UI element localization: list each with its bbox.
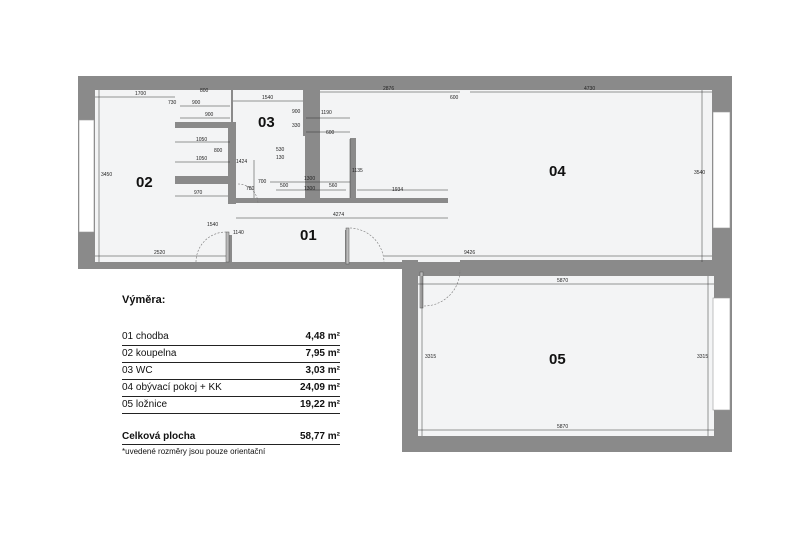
dimension-text: 1934	[392, 187, 404, 193]
area-legend	[122, 294, 340, 456]
dimension-text: 530	[276, 147, 285, 153]
interior-wall	[303, 76, 319, 136]
interior-wall	[175, 122, 233, 128]
window	[713, 298, 730, 410]
dimension-text: 1190	[321, 110, 332, 116]
room-label-02: 02	[136, 174, 153, 191]
dimension-text: 1540	[262, 95, 274, 101]
legend-total-value: 58,77 m²	[299, 431, 340, 442]
interior-wall	[228, 122, 236, 204]
legend-title: Výměra:	[122, 294, 166, 306]
window	[713, 112, 730, 228]
door-leaf	[346, 228, 349, 264]
dimension-text: 3450	[101, 172, 113, 178]
legend-row	[122, 381, 340, 397]
interior-wall	[402, 260, 418, 276]
dimension-text: 1540	[207, 222, 219, 228]
legend-room-area: 7,95 m²	[305, 348, 340, 359]
dimension-text: 730	[168, 100, 177, 106]
legend-room-name: 04 obývací pokoj + KK	[122, 382, 222, 393]
legend-room-name: 01 chodba	[122, 331, 169, 342]
dimension-text: 1700	[135, 91, 147, 97]
dimension-text: 9426	[464, 250, 476, 256]
dimension-text: 1135	[352, 168, 363, 174]
room-label-05: 05	[549, 351, 566, 368]
dimension-text: 5870	[557, 278, 569, 284]
hall-opening	[300, 198, 450, 262]
dimension-text: 1300	[304, 176, 316, 182]
room-03-floor	[233, 90, 305, 200]
legend-room-area: 24,09 m²	[299, 382, 340, 393]
dimension-text: 1140	[233, 230, 244, 236]
legend-total-label: Celková plocha	[122, 431, 196, 442]
door-leaf	[420, 272, 423, 308]
dimension-text: 4730	[584, 86, 596, 92]
legend-note: *uvedené rozměry jsou pouze orientační	[122, 447, 266, 456]
dimension-text: 560	[329, 183, 338, 189]
dimension-text: 3315	[697, 354, 709, 360]
dimension-text: 600	[450, 95, 459, 101]
door-leaf	[226, 232, 229, 262]
dimension-text: 600	[326, 130, 335, 136]
legend-row	[122, 364, 340, 380]
dimension-text: 3540	[694, 170, 706, 176]
room-05-floor	[418, 276, 714, 436]
window	[79, 120, 94, 232]
dimension-text: 4274	[333, 212, 345, 218]
dimension-text: 800	[200, 88, 209, 94]
interior-wall	[228, 198, 448, 203]
interior-wall	[175, 176, 233, 184]
legend-total-row	[122, 430, 340, 445]
legend-room-name: 05 ložnice	[122, 399, 168, 410]
dimension-text: 500	[280, 183, 289, 189]
dimension-text: 700	[258, 179, 267, 185]
room-label-03: 03	[258, 114, 275, 131]
legend-row	[122, 347, 340, 363]
legend-room-area: 4,48 m²	[305, 331, 340, 342]
dimension-text: 1050	[196, 137, 208, 143]
legend-row	[122, 330, 340, 346]
dimension-text: 900	[205, 112, 214, 118]
legend-room-name: 02 koupelna	[122, 348, 177, 359]
dimension-text: 900	[192, 100, 201, 106]
legend-room-area: 3,03 m²	[305, 365, 340, 376]
dimension-text: 2520	[154, 250, 166, 256]
dimension-text: 2876	[383, 86, 395, 92]
dimension-text: 1050	[196, 156, 208, 162]
dimension-text: 330	[292, 123, 301, 129]
legend-room-area: 19,22 m²	[299, 399, 340, 410]
dimension-text: 970	[194, 190, 203, 196]
dimension-text: 130	[276, 155, 285, 161]
interior-wall	[460, 260, 714, 276]
dimension-text: 3315	[425, 354, 437, 360]
legend-room-name: 03 WC	[122, 365, 153, 376]
dimension-text: 5870	[557, 424, 569, 430]
dimension-text: 800	[214, 148, 223, 154]
room-label-01: 01	[300, 227, 317, 244]
dimension-text: 1424	[236, 159, 248, 165]
dimension-text: 1300	[304, 186, 316, 192]
dimension-text: 780	[246, 186, 255, 192]
legend-row	[122, 398, 340, 414]
room-label-04: 04	[549, 163, 566, 180]
dimension-text: 900	[292, 109, 301, 115]
